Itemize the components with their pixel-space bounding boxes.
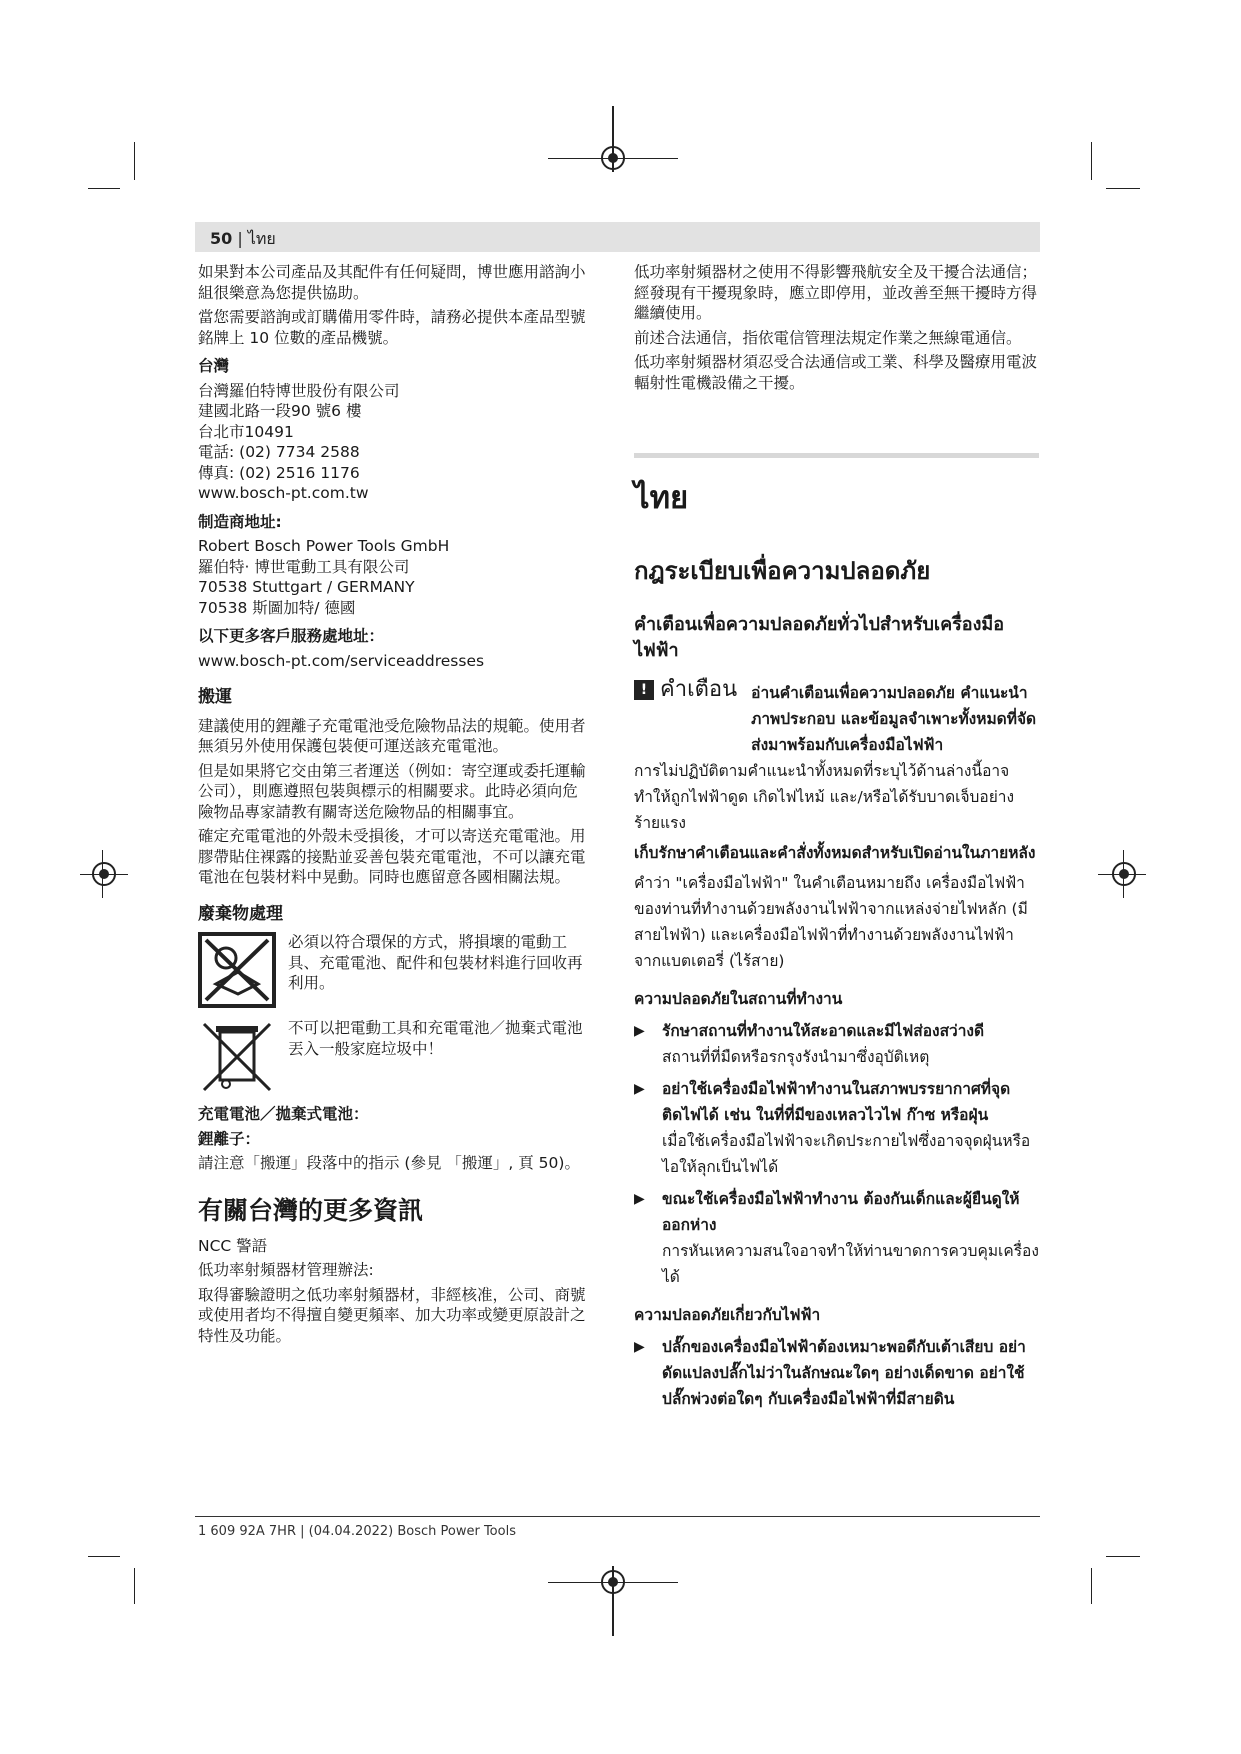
intro-paragraph: 當您需要諮詢或訂購備用零件時，請務必提供本產品型號銘牌上 10 位數的產品機號。 <box>198 308 586 347</box>
battery-heading: 充電電池／拋棄式電池： <box>198 1105 369 1123</box>
bullet-bold: ปลั๊กของเครื่องมือไฟฟ้าต้องเหมาะพอดีกับเต้าเสียบ อย่าดัดแปลงปลั๊กไม่ว่าในลักษณะใดๆ อย่างเด็ดขาด อย่าใช้ปลั๊กพ่วงต่อใดๆ กับเครื่องมือไฟฟ้าที่มีสายดิน <box>662 1338 1026 1408</box>
bullet-bold: รักษาสถานที่ทำงานให้สะอาดและมีไฟส่องสว่างดี <box>662 1022 985 1040</box>
address-line: Robert Bosch Power Tools GmbH <box>198 537 450 555</box>
thai-section-title: ไทย <box>634 480 689 516</box>
service-url: www.bosch-pt.com/serviceaddresses <box>198 651 485 670</box>
ncc-paragraph: 前述合法通信，指依電信管理法規定作業之無線電通信。 <box>634 328 1022 347</box>
address-line: www.bosch-pt.com.tw <box>198 484 369 502</box>
warning-block <box>634 677 1039 758</box>
disposal-heading: 廢棄物處理 <box>198 903 283 924</box>
section-divider <box>634 453 1039 458</box>
bullet-arrow-icon: ▶ <box>634 1339 645 1355</box>
address-line: 70538 斯圖加特/ 德國 <box>198 598 356 617</box>
intro-paragraph: 如果對本公司產品及其配件有任何疑問，博世應用諮詢小組很樂意為您提供協助。 <box>198 263 586 302</box>
address-line: 台灣羅伯特博世股份有限公司 <box>198 381 400 400</box>
warning-consequence: การไม่ปฏิบัติตามคำแนะนำทั้งหมดที่ระบุไว้ด้านล่างนี้อาจทำให้ถูกไฟฟ้าดูด เกิดไฟไหม้ และ/หรือได้รับบาดเจ็บอย่างร้ายแรง <box>634 762 1015 832</box>
recycling-icon <box>198 932 276 1008</box>
safety-heading: กฎระเบียบเพื่อความปลอดภัย <box>634 557 931 585</box>
electrical-heading: ความปลอดภัยเกี่ยวกับไฟฟ้า <box>634 1306 821 1324</box>
ncc-line: 低功率射頻器材管理辦法: <box>198 1261 374 1279</box>
bullet-item <box>634 1018 1039 1070</box>
page-footer: 1 609 92A 7HR | (04.04.2022) Bosch Power Tools <box>198 1524 516 1539</box>
ncc-line: NCC 警語 <box>198 1236 268 1255</box>
address-line: 建國北路一段90 號6 樓 <box>198 402 362 420</box>
transport-paragraph: 確定充電電池的外殼未受損後，才可以寄送充電電池。用膠帶貼住裸露的接點並妥善包裝充電電池，不可以讓充電電池在包裝材料中晃動。同時也應留意各國相關法規。 <box>198 827 586 886</box>
bullet-bold: ขณะใช้เครื่องมือไฟฟ้าทำงาน ต้องกันเด็กและผู้ยืนดูให้ออกห่าง <box>662 1190 1020 1234</box>
bullet-item <box>634 1186 1039 1290</box>
service-heading: 以下更多客戶服務處地址： <box>198 627 385 645</box>
transport-heading: 搬運 <box>198 687 232 707</box>
bullet-item <box>634 1076 1039 1180</box>
page-header-bar <box>195 222 1040 252</box>
warning-text: อ่านคำเตือนเพื่อความปลอดภัย คำแนะนำ ภาพประกอบ และข้อมูลจำเพาะทั้งหมดที่จัดส่งมาพร้อมกับเครื่องมือไฟฟ้า <box>751 684 1037 754</box>
disposal-row <box>198 1018 593 1094</box>
disposal-row <box>198 932 593 1008</box>
address-line: 電話: (02) 7734 2588 <box>198 443 360 461</box>
ncc-line: 取得審驗證明之低功率射頻器材，非經核准，公司、商號或使用者均不得擅自變更頻率、加大功率或變更原設計之特性及功能。 <box>198 1285 586 1345</box>
li-heading: 鋰離子： <box>198 1129 261 1148</box>
bullet-bold: อย่าใช้เครื่องมือไฟฟ้าทำงานในสภาพบรรยากาศที่จุดติดไฟได้ เช่น ในที่ที่มีของเหลวไวไฟ ก๊าซ หรือฝุ่น <box>662 1080 1011 1124</box>
bullet-arrow-icon: ▶ <box>634 1191 645 1207</box>
address-line: 羅伯特· 博世電動工具有限公司 <box>198 557 410 576</box>
transport-paragraph: 但是如果將它交由第三者運送（例如：寄空運或委托運輸公司），則應遵照包裝與標示的相關要求。此時必須向危險物品專家請教有關寄送危險物品的相關事宜。 <box>198 761 586 821</box>
page-number: 50 <box>210 229 233 248</box>
ncc-paragraph: 低功率射頻器材之使用不得影響飛航安全及干擾合法通信；經發現有干擾現象時，應立即停用，並改善至無干擾時方得繼續使用。 <box>634 263 1038 322</box>
li-text: 請注意「搬運」段落中的指示 (參見 「搬運」, 頁 50)。 <box>198 1154 580 1172</box>
ncc-paragraph: 低功率射頻器材須忍受合法通信或工業、科學及醫療用電波輻射性電機設備之干擾。 <box>634 353 1038 392</box>
bullet-text: สถานที่ที่มืดหรือรกรุงรังนำมาซึ่งอุบัติเหตุ <box>662 1048 930 1066</box>
bullet-arrow-icon: ▶ <box>634 1081 645 1097</box>
warning-label <box>634 677 738 702</box>
work-area-heading: ความปลอดภัยในสถานที่ทำงาน <box>634 990 843 1008</box>
maker-address <box>198 536 593 618</box>
page-header: 50 | ไทย <box>210 229 276 248</box>
address-line: 70538 Stuttgart / GERMANY <box>198 578 415 596</box>
bullet-item <box>634 1334 1039 1412</box>
crop-mark <box>134 142 135 180</box>
warning-label-text: คำเตือน <box>660 677 738 702</box>
crop-mark <box>1098 874 1146 875</box>
crop-mark <box>88 188 120 189</box>
taiwan-address <box>198 381 593 504</box>
crop-mark <box>1091 142 1092 180</box>
registration-mark-icon <box>601 1570 625 1594</box>
crop-mark <box>80 874 128 875</box>
crop-mark <box>1106 1556 1140 1557</box>
term-definition: คำว่า "เครื่องมือไฟฟ้า" ในคำเตือนหมายถึง เครื่องมือไฟฟ้าของท่านที่ทำงานด้วยพลังงานไฟฟ้าจากแหล่งจ่ายไฟหลัก (มีสายไฟฟ้า) และเครื่องมือไฟฟ้าที่ทำงานด้วยพลังงานไฟฟ้าจากแบตเตอรี่ (ไร้สาย) <box>634 874 1028 970</box>
right-column <box>634 262 1039 1412</box>
disposal-text: 不可以把電動工具和充電電池／拋棄式電池丟入一般家庭垃圾中！ <box>288 1019 583 1058</box>
bullet-text: เมื่อใช้เครื่องมือไฟฟ้าจะเกิดประกายไฟซึ่งอาจจุดฝุ่นหรือไอให้ลุกเป็นไฟได้ <box>662 1132 1031 1176</box>
header-language: ไทย <box>247 229 276 248</box>
registration-mark-icon <box>601 146 625 170</box>
crop-mark <box>88 1556 120 1557</box>
footer-rule <box>195 1516 1040 1517</box>
crop-mark <box>1106 188 1140 189</box>
general-warning-heading: คำเตือนเพื่อความปลอดภัยทั่วไปสำหรับเครื่องมือไฟฟ้า <box>634 614 1005 661</box>
address-line: 傳真: (02) 2516 1176 <box>198 463 360 482</box>
keep-instructions: เก็บรักษาคำเตือนและคำสั่งทั้งหมดสำหรับเปิดอ่านในภายหลัง <box>634 844 1036 862</box>
crossed-bin-icon <box>198 1018 276 1094</box>
taiwan-more-heading: 有關台灣的更多資訊 <box>198 1195 424 1225</box>
taiwan-heading: 台灣 <box>198 357 230 375</box>
disposal-text: 必須以符合環保的方式，將損壞的電動工具、充電電池、配件和包裝材料進行回收再利用。 <box>288 933 583 992</box>
address-line: 台北市10491 <box>198 422 294 441</box>
transport-paragraph: 建議使用的鋰離子充電電池受危險物品法的規範。使用者無須另外使用保護包裝便可運送該充電電池。 <box>198 716 586 755</box>
crop-mark <box>134 1568 135 1604</box>
left-column <box>198 262 593 1350</box>
crop-mark <box>1091 1568 1092 1604</box>
maker-heading: 制造商地址: <box>198 512 282 531</box>
bullet-text: การหันเหความสนใจอาจทำให้ท่านขาดการควบคุมเครื่องได้ <box>662 1242 1039 1286</box>
warning-icon: ! <box>634 680 654 700</box>
bullet-arrow-icon: ▶ <box>634 1023 645 1039</box>
